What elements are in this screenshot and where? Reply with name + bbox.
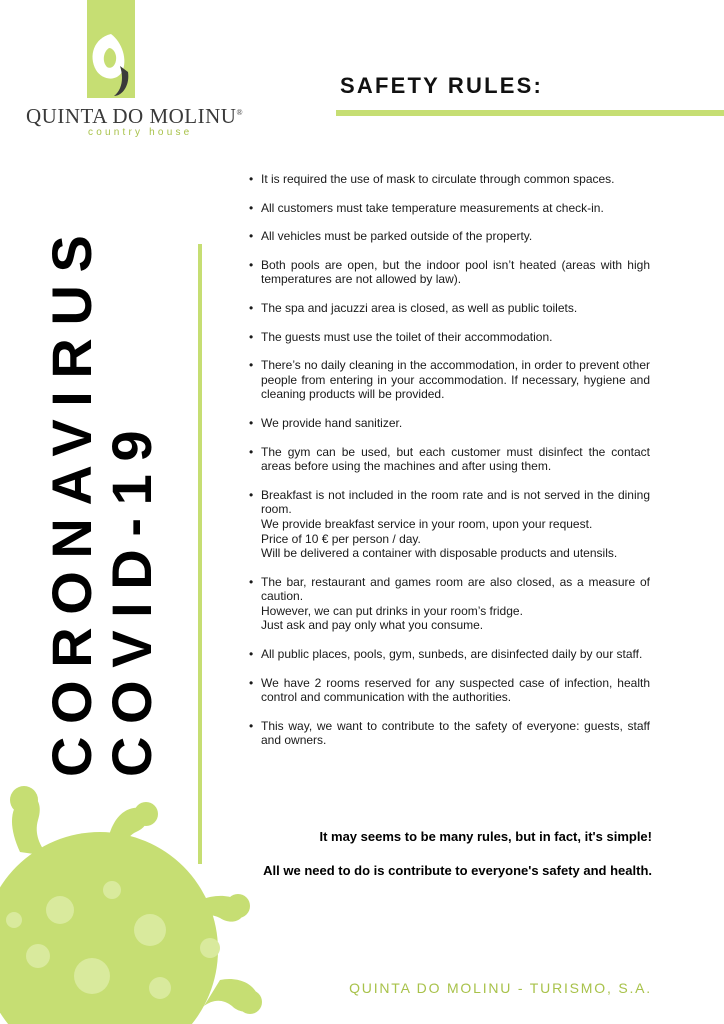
rule-text: Will be delivered a container with disposable products and utensils. — [261, 546, 618, 561]
rule-text: Just ask and pay only what you consume. — [261, 618, 484, 633]
rule-item — [248, 445, 650, 474]
rule-text: The bar, restaurant and games room are also closed, as a measure of caution. — [261, 574, 650, 604]
bullet-icon: • — [249, 444, 254, 459]
rule-text: There’s no daily cleaning in the accommodation, in order to prevent other people from entering in your accommodation. If necessary, hygiene and cleaning products will be provided. — [261, 358, 650, 402]
rule-item — [248, 201, 650, 216]
rule-text: We have 2 rooms reserved for any suspected case of infection, health control and communication with the authorities. — [261, 675, 650, 705]
bullet-icon: • — [249, 675, 254, 690]
rule-item — [248, 647, 650, 662]
vertical-divider — [198, 244, 202, 864]
rule-item — [248, 301, 650, 316]
bullet-icon: • — [249, 487, 254, 502]
rule-text: All customers must take temperature measurements at check-in. — [261, 200, 604, 215]
page-title: SAFETY RULES: — [340, 73, 543, 98]
rule-item — [248, 416, 650, 431]
rule-item — [248, 229, 650, 244]
rule-text: Price of 10 € per person / day. — [261, 531, 421, 546]
bullet-icon: • — [249, 329, 254, 344]
footer-company: QUINTA DO MOLINU - TURISMO, S.A. — [349, 980, 652, 996]
bullet-icon: • — [249, 300, 254, 315]
title-underline — [336, 110, 724, 116]
bullet-icon: • — [249, 647, 254, 662]
banner-coronavirus: CORONAVIRUS — [40, 222, 103, 777]
rule-item — [248, 330, 650, 345]
rule-text: We provide breakfast service in your room, upon your request. — [261, 516, 593, 531]
bullet-icon: • — [249, 358, 254, 373]
rule-text: The gym can be used, but each customer must disinfect the contact areas before using the machines and after using them. — [261, 444, 650, 474]
rule-item — [248, 358, 650, 402]
leaf-q-logo-icon — [76, 30, 146, 100]
rule-item — [248, 258, 650, 287]
rule-text: It is required the use of mask to circulate through common spaces. — [261, 172, 615, 186]
brand-subtitle: country house — [88, 127, 193, 138]
banner-covid: COVID-19 — [100, 417, 163, 777]
bullet-icon: • — [249, 574, 254, 589]
rule-text: The spa and jacuzzi area is closed, as well as public toilets. — [261, 300, 578, 315]
bullet-icon: • — [249, 257, 254, 272]
closing-call-to-action: All we need to do is contribute to everyone's safety and health. — [263, 863, 652, 878]
bullet-icon: • — [249, 415, 254, 430]
rule-text: Breakfast is not included in the room rate and is not served in the dining room. — [261, 487, 650, 517]
bullet-icon: • — [249, 229, 254, 244]
rule-item — [248, 676, 650, 705]
rule-item — [248, 575, 650, 633]
bullet-icon: • — [249, 172, 254, 186]
closing-statement: It may seems to be many rules, but in fact, it's simple! — [319, 829, 652, 844]
rule-text: All vehicles must be parked outside of the property. — [261, 229, 533, 244]
rules-list — [248, 172, 650, 762]
rule-text: However, we can put drinks in your room’s fridge. — [261, 603, 523, 618]
rule-text: Both pools are open, but the indoor pool isn’t heated (areas with high temperatures are not allowed by law). — [261, 257, 650, 287]
rule-text: All public places, pools, gym, sunbeds, are disinfected daily by our staff. — [261, 647, 643, 662]
virus-icon — [0, 780, 300, 1024]
rule-item — [248, 172, 650, 187]
bullet-icon: • — [249, 718, 254, 733]
rule-text: We provide hand sanitizer. — [261, 415, 403, 430]
brand-name: QUINTA DO MOLINU® — [26, 104, 244, 128]
rule-item — [248, 488, 650, 561]
bullet-icon: • — [249, 200, 254, 215]
rule-item — [248, 719, 650, 748]
rule-text: This way, we want to contribute to the safety of everyone: guests, staff and owners. — [261, 718, 650, 748]
rule-text: The guests must use the toilet of their accommodation. — [261, 329, 553, 344]
